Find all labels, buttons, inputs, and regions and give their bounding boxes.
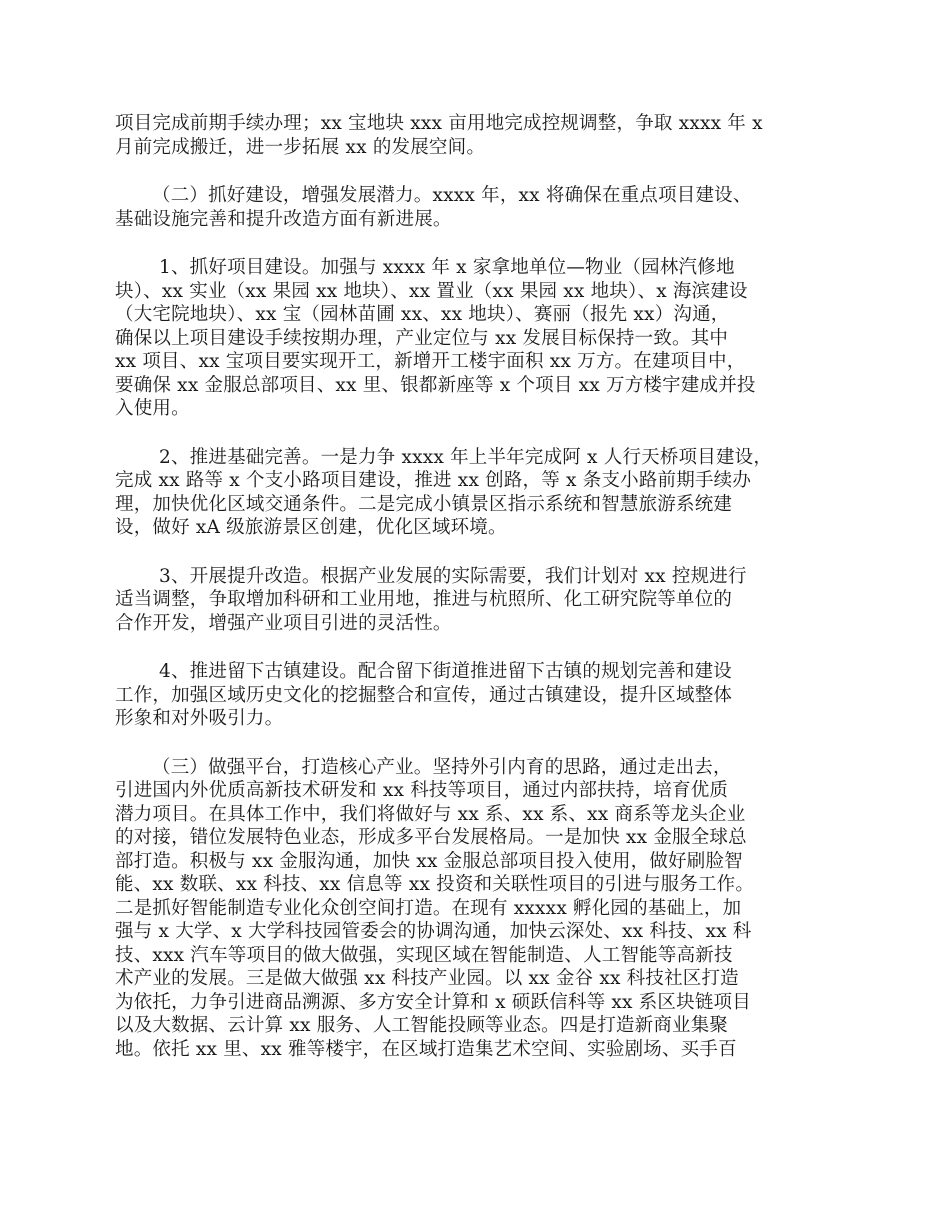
text-line: 引进国内外优质高新技术研发和 xx 科技等项目，通过内部扶持，培育优质 <box>115 780 729 801</box>
text-line: 术产业的发展。三是做大做强 xx 科技产业园。以 xx 金谷 xx 科技社区打造 <box>115 968 739 989</box>
text-line: 完成 xx 路等 x 个支小路项目建设，推进 xx 创路，等 x 条支小路前期手续办 <box>115 470 752 491</box>
text-line: 要确保 xx 金服总部项目、xx 里、银都新座等 x 个项目 xx 万方楼宇建成并投 <box>115 374 756 396</box>
text-line: 入使用。 <box>115 398 190 419</box>
text-line: 项目完成前期手续办理；xx 宝地块 xxx 亩用地完成控规调整，争取 xxxx 年 x <box>115 113 763 134</box>
text-line: 为依托，力争引进商品溯源、多方安全计算和 x 硕跃信科等 xx 系区块链项目 <box>115 991 751 1013</box>
text-line: 月前完成搬迁，进一步拓展 xx 的发展空间。 <box>115 136 486 158</box>
text-line: （二）抓好建设，增强发展潜力。xxxx 年，xx 将确保在重点项目建设、 <box>152 185 752 206</box>
text-line: （三）做强平台，打造核心产业。坚持外引内育的思路，通过走出去， <box>152 756 732 778</box>
text-line: （大宅院地块）、xx 宝（园林苗圃 xx、xx 地块）、赛丽（报先 xx）沟通， <box>115 304 730 325</box>
text-line: 基础设施完善和提升改造方面有新进展。 <box>115 208 452 230</box>
text-line: 技、xxx 汽车等项目的做大做强，实现区域在智能制造、人工智能等高新技 <box>115 944 733 966</box>
document-body <box>115 112 855 1086</box>
text-line: 形象和对外吸引力。 <box>115 708 284 729</box>
text-line: 工作，加强区域历史文化的挖掘整合和宣传，通过古镇建设，提升区域整体 <box>115 684 733 706</box>
text-line: 理，加快优化区域交通条件。二是完成小镇景区指示系统和智慧旅游系统建 <box>115 493 733 515</box>
paragraph-item-3 <box>115 565 855 636</box>
paragraph-item-2 <box>115 446 855 540</box>
text-line: 2、推进基础完善。一是力争 xxxx 年上半年完成阿 x 人行天桥项目建设， <box>159 446 773 468</box>
text-line: 地。依托 xx 里、xx 雅等楼宇，在区域打造集艺术空间、实验剧场、买手百 <box>115 1038 737 1060</box>
text-line: 二是抓好智能制造专业化众创空间打造。在现有 xxxxx 孵化园的基础上，加 <box>115 897 742 919</box>
text-line: 的对接，错位发展特色业态，形成多平台发展格局。一是加快 xx 金服全球总 <box>115 827 747 848</box>
text-line: 确保以上项目建设手续按期办理，产业定位与 xx 发展目标保持一致。其中 <box>115 327 729 349</box>
text-line: 4、推进留下古镇建设。配合留下街道推进留下古镇的规划完善和建设 <box>159 661 732 682</box>
text-line: 以及大数据、云计算 xx 服务、人工智能投顾等业态。四是打造新商业集聚 <box>115 1015 729 1036</box>
text-line: 能、xx 数联、xx 科技、xx 信息等 xx 投资和关联性项目的引进与服务工作。 <box>115 874 755 895</box>
paragraph-continuation <box>115 112 855 159</box>
paragraph-item-1 <box>115 256 855 421</box>
text-line: 合作开发，增强产业项目引进的灵活性。 <box>115 612 452 634</box>
text-line: 设，做好 xA 级旅游景区创建，优化区域环境。 <box>115 517 507 538</box>
text-line: 适当调整，争取增加科研和工业用地，推进与杭照所、化工研究院等单位的 <box>115 589 733 610</box>
text-line: xx 项目、xx 宝项目要实现开工，新增开工楼宇面积 xx 万方。在建项目中， <box>115 351 746 372</box>
text-line: 1、抓好项目建设。加强与 xxxx 年 x 家拿地单位—物业（园林汽修地 <box>159 257 735 278</box>
text-line: 潜力项目。在具体工作中，我们将做好与 xx 系、xx 系、xx 商系等龙头企业 <box>115 803 746 825</box>
paragraph-section-2 <box>115 184 855 231</box>
text-line: 强与 x 大学、x 大学科技园管委会的协调沟通，加快云深处、xx 科技、xx 科 <box>115 921 752 942</box>
paragraph-section-3 <box>115 756 855 1062</box>
text-line: 块）、xx 实业（xx 果园 xx 地块）、xx 置业（xx 果园 xx 地块）、x 海滨建设 <box>115 280 748 302</box>
text-line: 3、开展提升改造。根据产业发展的实际需要，我们计划对 xx 控规进行 <box>159 565 747 587</box>
paragraph-item-4 <box>115 660 855 731</box>
text-line: 部打造。积极与 xx 金服沟通，加快 xx 金服总部项目投入使用，做好刷脸智 <box>115 850 743 872</box>
